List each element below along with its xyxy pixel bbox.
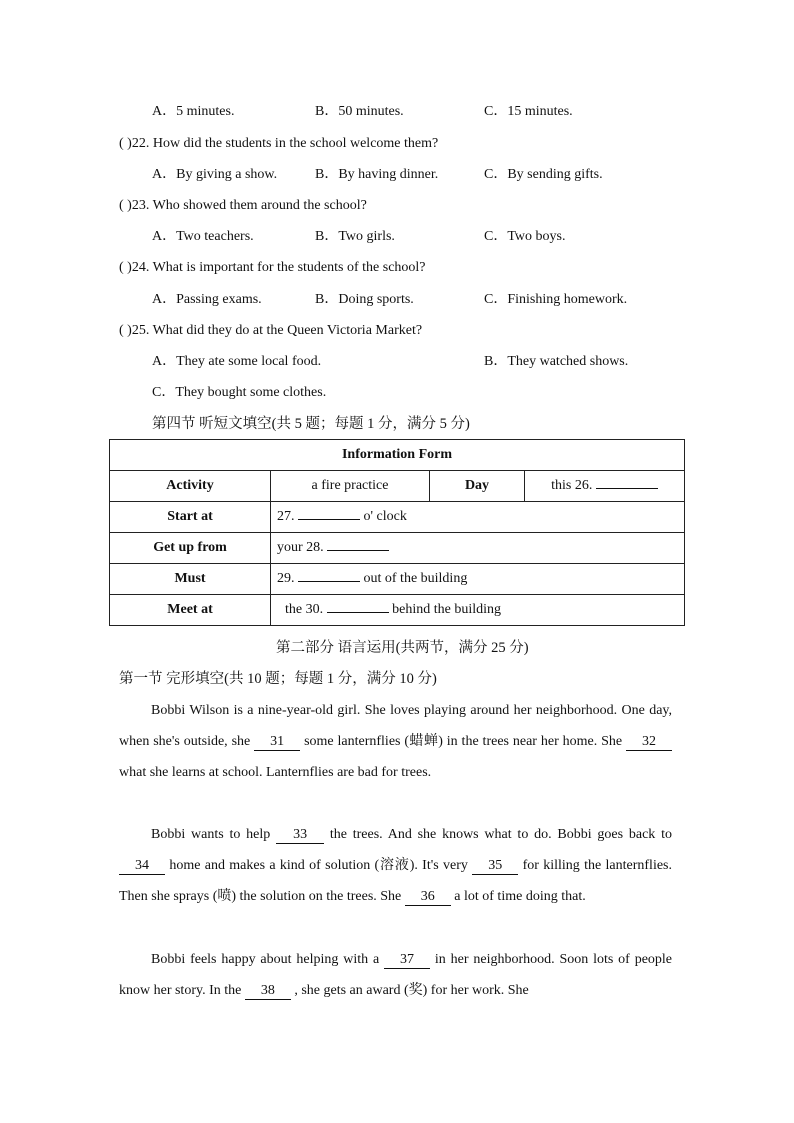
blank-29[interactable] xyxy=(298,581,360,582)
q22-option-b: B．By having dinner. xyxy=(315,167,439,182)
question-number: ( )22. xyxy=(119,136,150,151)
q24-option-a: A．Passing exams. xyxy=(152,292,262,307)
q25-option-b: B．They watched shows. xyxy=(484,354,629,369)
blank-27[interactable] xyxy=(298,519,360,520)
start-cell xyxy=(271,502,685,533)
start-suffix: o' clock xyxy=(363,509,407,524)
day-cell xyxy=(525,471,685,502)
getup-label: Get up from xyxy=(110,533,271,564)
must-cell xyxy=(271,564,685,595)
question-25 xyxy=(119,322,422,340)
q24-option-b: B．Doing sports. xyxy=(315,292,414,307)
blank-36[interactable]: 36 xyxy=(405,889,451,906)
start-label: Start at xyxy=(110,502,271,533)
question-number: ( )25. xyxy=(119,323,150,338)
must-label: Must xyxy=(110,564,271,595)
blank-30[interactable] xyxy=(327,612,389,613)
meet-cell xyxy=(271,595,685,626)
activity-value: a fire practice xyxy=(271,471,430,502)
part-2-title: 第二部分 语言运用(共两节，满分 25 分) xyxy=(276,640,529,656)
q24-option-c: C．Finishing homework. xyxy=(484,292,628,307)
meet-label: Meet at xyxy=(110,595,271,626)
blank-38[interactable]: 38 xyxy=(245,983,291,1000)
form-title: Information Form xyxy=(110,440,685,471)
passage-paragraph-1: Bobbi Wilson is a nine-year-old girl. She loves playing around her neighborhood. One day, when she's outside, she 31 some lanternflies (蜡蝉) in the trees near her home. She 32 what she learns at school. Lanternflies are bad for trees. xyxy=(119,703,672,780)
activity-label: Activity xyxy=(110,471,271,502)
start-prefix: 27. xyxy=(277,509,295,524)
q21-option-b: B．50 minutes. xyxy=(315,104,404,119)
blank-26[interactable] xyxy=(596,488,658,489)
blank-35[interactable]: 35 xyxy=(472,858,518,875)
section-4-title: 第四节 听短文填空(共 5 题；每题 1 分，满分 5 分) xyxy=(152,416,470,432)
day-prefix: this 26. xyxy=(551,478,593,493)
question-23 xyxy=(119,197,367,215)
day-label: Day xyxy=(430,471,525,502)
q25-option-a: A．They ate some local food. xyxy=(152,354,322,369)
passage-paragraph-2: Bobbi wants to help 33 the trees. And she knows what to do. Bobbi goes back to 34 home and makes a kind of solution (溶液). It's very 35 for killing the lanternflies. Then she sprays (喷) the solution on the trees. She 36 a lot of time doing that. xyxy=(119,827,672,904)
getup-prefix: your 28. xyxy=(277,540,324,555)
question-number: ( )24. xyxy=(119,260,150,275)
q25-option-c: C．They bought some clothes. xyxy=(152,385,327,400)
q23-option-a: A．Two teachers. xyxy=(152,229,254,244)
blank-31[interactable]: 31 xyxy=(254,734,300,751)
q22-option-a: A．By giving a show. xyxy=(152,167,278,182)
meet-suffix: behind the building xyxy=(392,602,501,617)
blank-33[interactable]: 33 xyxy=(276,827,324,844)
getup-cell xyxy=(271,533,685,564)
q21-option-a: A．5 minutes. xyxy=(152,104,235,119)
information-form xyxy=(109,439,685,626)
section-1-title: 第一节 完形填空(共 10 题；每题 1 分，满分 10 分) xyxy=(119,671,437,687)
q23-option-b: B．Two girls. xyxy=(315,229,395,244)
meet-prefix: the 30. xyxy=(285,602,324,617)
q23-option-c: C．Two boys. xyxy=(484,229,566,244)
must-suffix: out of the building xyxy=(363,571,468,586)
blank-28[interactable] xyxy=(327,550,389,551)
blank-34[interactable]: 34 xyxy=(119,858,165,875)
blank-32[interactable]: 32 xyxy=(626,734,672,751)
question-number: ( )23. xyxy=(119,198,150,213)
blank-37[interactable]: 37 xyxy=(384,952,430,969)
q22-option-c: C．By sending gifts. xyxy=(484,167,603,182)
question-text: What did they do at the Queen Victoria Market? xyxy=(152,323,423,338)
must-prefix: 29. xyxy=(277,571,295,586)
question-text: What is important for the students of the school? xyxy=(152,260,426,275)
passage-paragraph-3: Bobbi feels happy about helping with a 37 in her neighborhood. Soon lots of people know her story. In the 38 , she gets an award (奖) for her work. She xyxy=(119,952,673,998)
question-text: How did the students in the school welcome them? xyxy=(152,136,439,151)
q21-option-c: C．15 minutes. xyxy=(484,104,573,119)
question-24 xyxy=(119,259,426,277)
question-text: Who showed them around the school? xyxy=(152,198,367,213)
question-22 xyxy=(119,135,438,153)
